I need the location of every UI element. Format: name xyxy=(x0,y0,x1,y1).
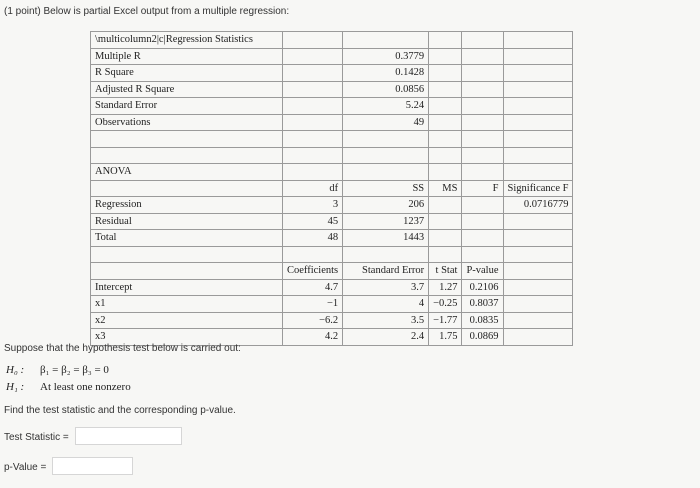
anova-header-ss: SS xyxy=(343,180,429,197)
coef-header-standard-error: Standard Error xyxy=(343,263,429,280)
anova-ms xyxy=(429,213,462,230)
h0-text: β₁ = β₂ = β₃ = 0 xyxy=(40,364,109,376)
blank-row xyxy=(91,246,573,263)
anova-row xyxy=(91,197,573,214)
test-statistic-input[interactable] xyxy=(75,427,182,445)
anova-label: Residual xyxy=(91,213,283,230)
regstats-value: 49 xyxy=(343,114,429,131)
coef-header-coefficients: Coefficients xyxy=(283,263,343,280)
anova-sigf xyxy=(503,230,573,247)
coef-value: 4.2 xyxy=(283,329,343,346)
anova-f xyxy=(462,213,503,230)
regstats-value: 0.0856 xyxy=(343,81,429,98)
anova-sigf: 0.0716779 xyxy=(503,197,573,214)
coef-se: 3.5 xyxy=(343,312,429,329)
regstats-value: 0.1428 xyxy=(343,65,429,82)
anova-df: 3 xyxy=(283,197,343,214)
anova-header-row xyxy=(91,180,573,197)
regstats-row xyxy=(91,114,573,131)
coef-se: 3.7 xyxy=(343,279,429,296)
anova-header-ms: MS xyxy=(429,180,462,197)
anova-header-df: df xyxy=(283,180,343,197)
coef-label: x1 xyxy=(91,296,283,313)
regstats-label: Observations xyxy=(91,114,283,131)
intro-text: (1 point) Below is partial Excel output from a multiple regression: xyxy=(4,6,290,17)
p-value-label: p-Value = xyxy=(4,462,47,473)
coef-value: −6.2 xyxy=(283,312,343,329)
coef-pvalue: 0.0869 xyxy=(462,329,503,346)
regstats-row xyxy=(91,65,573,82)
anova-ss: 1237 xyxy=(343,213,429,230)
anova-header-sigf: Significance F xyxy=(503,180,573,197)
coef-pvalue: 0.2106 xyxy=(462,279,503,296)
regstats-value: 5.24 xyxy=(343,98,429,115)
regstats-row xyxy=(91,48,573,65)
h1-text: At least one nonzero xyxy=(40,381,131,393)
anova-ms xyxy=(429,197,462,214)
anova-label: Regression xyxy=(91,197,283,214)
excel-output-table xyxy=(90,31,573,346)
regstats-header-row xyxy=(91,32,573,49)
coef-row xyxy=(91,279,573,296)
suppose-text: Suppose that the hypothesis test below is carried out: xyxy=(4,343,241,354)
regstats-row xyxy=(91,98,573,115)
anova-ss: 1443 xyxy=(343,230,429,247)
coef-header-p-value: P-value xyxy=(462,263,503,280)
h0-label: H₀ : xyxy=(6,364,25,376)
anova-title-row xyxy=(91,164,573,181)
coef-row xyxy=(91,312,573,329)
coef-pvalue: 0.0835 xyxy=(462,312,503,329)
anova-row xyxy=(91,230,573,247)
blank-row xyxy=(91,131,573,148)
anova-ms xyxy=(429,230,462,247)
coef-row xyxy=(91,296,573,313)
coef-value: −1 xyxy=(283,296,343,313)
regstats-label: Multiple R xyxy=(91,48,283,65)
regstats-value: 0.3779 xyxy=(343,48,429,65)
coef-tstat: 1.75 xyxy=(429,329,462,346)
coef-pvalue: 0.8037 xyxy=(462,296,503,313)
find-instruction: Find the test statistic and the corresponding p-value. xyxy=(4,405,236,416)
regstats-label: R Square xyxy=(91,65,283,82)
regstats-row xyxy=(91,81,573,98)
anova-df: 48 xyxy=(283,230,343,247)
coef-label: x2 xyxy=(91,312,283,329)
anova-ss: 206 xyxy=(343,197,429,214)
test-statistic-label: Test Statistic = xyxy=(4,432,69,443)
alternative-hypothesis xyxy=(6,381,131,393)
blank-row xyxy=(91,147,573,164)
regstats-header: \multicolumn2|c|Regression Statistics xyxy=(91,32,283,49)
null-hypothesis xyxy=(6,364,109,376)
coef-value: 4.7 xyxy=(283,279,343,296)
coef-tstat: 1.27 xyxy=(429,279,462,296)
anova-f xyxy=(462,230,503,247)
anova-row xyxy=(91,213,573,230)
coef-tstat: −0.25 xyxy=(429,296,462,313)
anova-header-f: F xyxy=(462,180,503,197)
coef-tstat: −1.77 xyxy=(429,312,462,329)
p-value-input[interactable] xyxy=(52,457,133,475)
anova-sigf xyxy=(503,213,573,230)
anova-f xyxy=(462,197,503,214)
h1-label: H₁ : xyxy=(6,381,25,393)
anova-label: Total xyxy=(91,230,283,247)
regstats-label: Standard Error xyxy=(91,98,283,115)
coef-header-t-stat: t Stat xyxy=(429,263,462,280)
coef-se: 2.4 xyxy=(343,329,429,346)
coef-se: 4 xyxy=(343,296,429,313)
regstats-label: Adjusted R Square xyxy=(91,81,283,98)
coef-header-row xyxy=(91,263,573,280)
anova-df: 45 xyxy=(283,213,343,230)
coef-label: Intercept xyxy=(91,279,283,296)
coef-label: x3 xyxy=(91,329,283,346)
anova-title: ANOVA xyxy=(91,164,283,181)
